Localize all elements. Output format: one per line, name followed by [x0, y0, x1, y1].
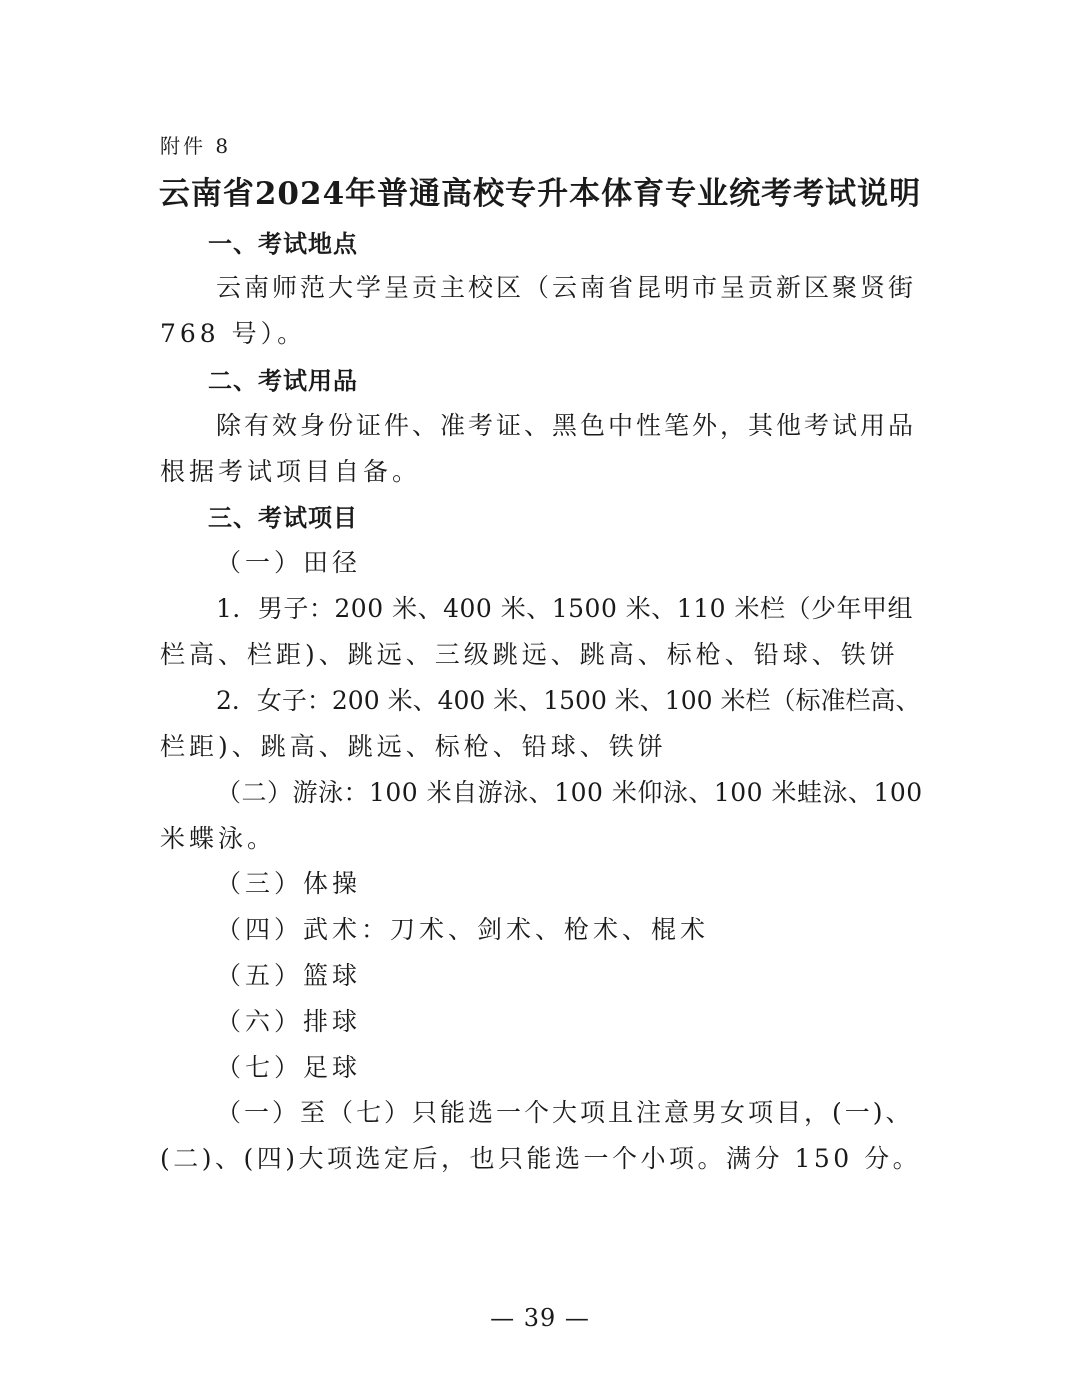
document-title: 云南省2024年普通高校专升本体育专业统考考试说明 — [158, 176, 922, 212]
supplies-text-line2: 根据考试项目自备。 — [160, 457, 422, 486]
wushu-item: （四）武术：刀术、剑术、枪术、棍术 — [216, 915, 710, 944]
basketball-item: （五）篮球 — [216, 961, 362, 990]
swimming-line1: （二）游泳：100 米自游泳、100 米仰泳、100 米蛙泳、100 — [216, 778, 923, 807]
volleyball-item: （六）排球 — [216, 1007, 362, 1036]
selection-note-line2: (二)、(四)大项选定后，也只能选一个小项。满分 150 分。 — [160, 1144, 922, 1173]
section-heading-events: 三、考试项目 — [208, 504, 358, 532]
attachment-label: 附件 8 — [160, 134, 232, 158]
men-events-line1: 1．男子：200 米、400 米、1500 米、110 米栏（少年甲组 — [216, 594, 913, 623]
gymnastics-item: （三）体操 — [216, 869, 362, 898]
track-field-title: （一）田径 — [216, 548, 362, 577]
football-item: （七）足球 — [216, 1053, 362, 1082]
section-heading-supplies: 二、考试用品 — [208, 367, 358, 395]
women-events-line2: 栏距)、跳高、跳远、标枪、铅球、铁饼 — [160, 732, 667, 761]
selection-note-line1: （一）至（七）只能选一个大项且注意男女项目，(一)、 — [216, 1098, 914, 1127]
page-number: — 39 — — [490, 1304, 590, 1332]
supplies-text-line1: 除有效身份证件、准考证、黑色中性笔外，其他考试用品 — [216, 411, 917, 440]
section-heading-location: 一、考试地点 — [208, 230, 358, 258]
men-events-line2: 栏高、栏距)、跳远、三级跳远、跳高、标枪、铅球、铁饼 — [160, 640, 899, 669]
location-text-line2: 768 号）。 — [160, 319, 307, 348]
location-text-line1: 云南师范大学呈贡主校区（云南省昆明市呈贡新区聚贤街 — [216, 273, 917, 302]
women-events-line1: 2．女子：200 米、400 米、1500 米、100 米栏（标准栏高、 — [216, 686, 921, 715]
swimming-line2: 米蝶泳。 — [160, 824, 277, 853]
